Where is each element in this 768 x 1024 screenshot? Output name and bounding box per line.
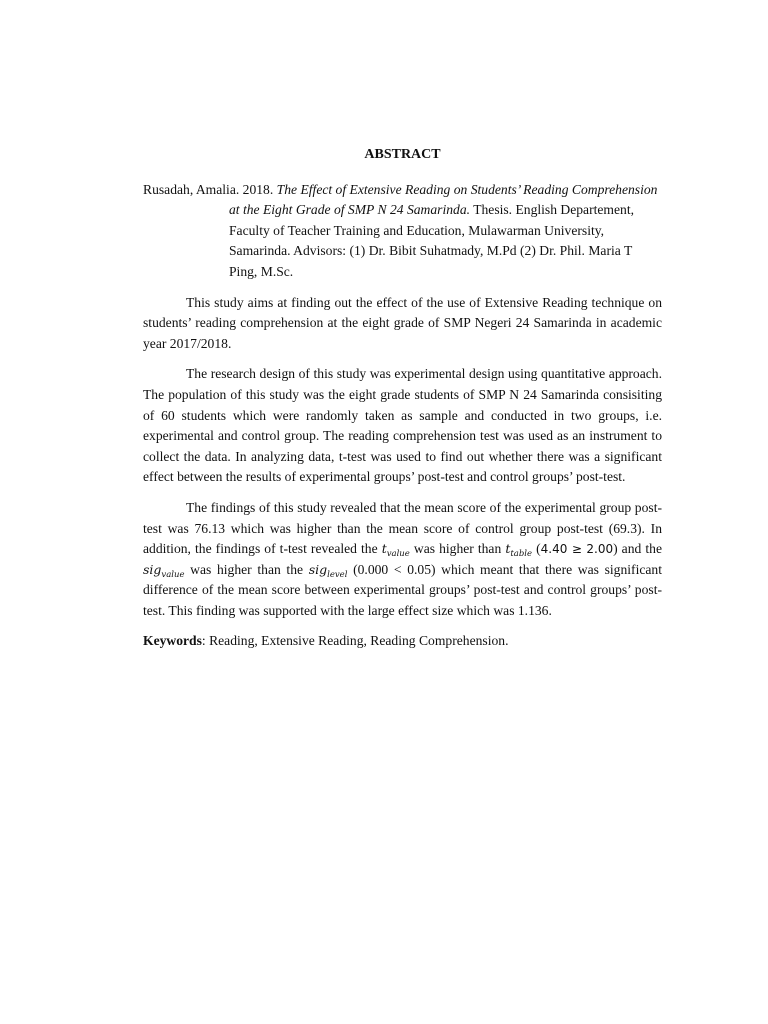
keywords-label: Keywords bbox=[143, 633, 202, 649]
t-table-symbol: $t_{table}$ bbox=[505, 541, 533, 560]
t-comparison: 4.40 ≥ 2.00 bbox=[540, 542, 614, 557]
keywords-text: : Reading, Extensive Reading, Reading Comprehension. bbox=[201, 633, 509, 649]
t-value-symbol: $t_{value}$ bbox=[381, 541, 410, 560]
paragraph-aim: This study aims at finding out the effect of the use of Extensive Reading technique on students’ reading comprehension at the eight grade of SMP Negeri 24 Samarinda in academic year 2017/2018. bbox=[143, 294, 662, 351]
sig-value-symbol: sig$_{value}$ bbox=[143, 561, 185, 580]
document-page bbox=[143, 145, 662, 652]
paragraph-findings bbox=[143, 498, 662, 622]
findings-text-2: was higher than bbox=[409, 541, 506, 557]
page-title: ABSTRACT bbox=[364, 147, 441, 162]
paragraph-method: The research design of this study was experimental design using quantitative approach. The population of this study was the eight grade students of SMP N 24 Samarinda consisiting of 60 students which were randomly taken as sample and conducted in two groups, i.e. experimental and control group. The reading comprehension test was used as an instrument to collect the data. In analyzing data, t-test was used to find out whether there was a significant effect between the results of experimental groups’ post-test and control groups’ post-test. bbox=[143, 366, 662, 485]
citation-title: The Effect of Extensive Reading on Students’ Reading Comprehension at the Eight Grade of SMP N 24 Samarinda. bbox=[229, 181, 658, 218]
findings-text-1: The findings of this study revealed that the mean score of the experimental group post-test was 76.13 which was higher than the mean score of control group post-test (69.3). In addition, the findings of t-test revealed the bbox=[143, 499, 662, 557]
findings-text-3: ( bbox=[532, 541, 541, 557]
findings-text-6: (0.000 < 0.05) which meant that there was significant difference of the mean score between experimental groups’ post-test and control groups’ post-test. This finding was supported with the large effect size which was 1.136. bbox=[143, 561, 662, 618]
keywords bbox=[143, 631, 662, 652]
citation-author-year: Rusadah, Amalia. 2018. bbox=[143, 181, 274, 197]
citation bbox=[143, 180, 662, 283]
sig-level-symbol: sig$_{level}$ bbox=[308, 561, 348, 580]
findings-text-4: ) and the bbox=[613, 541, 662, 557]
citation-details: Thesis. English Departement, Faculty of Teacher Training and Education, Mulawarman University, Samarinda. Advisors: (1) Dr. Bibit Suhatmady, M.Pd (2) Dr. Phil. Maria T Ping, M.Sc. bbox=[229, 202, 635, 279]
findings-text-5: was higher than the bbox=[184, 561, 309, 577]
